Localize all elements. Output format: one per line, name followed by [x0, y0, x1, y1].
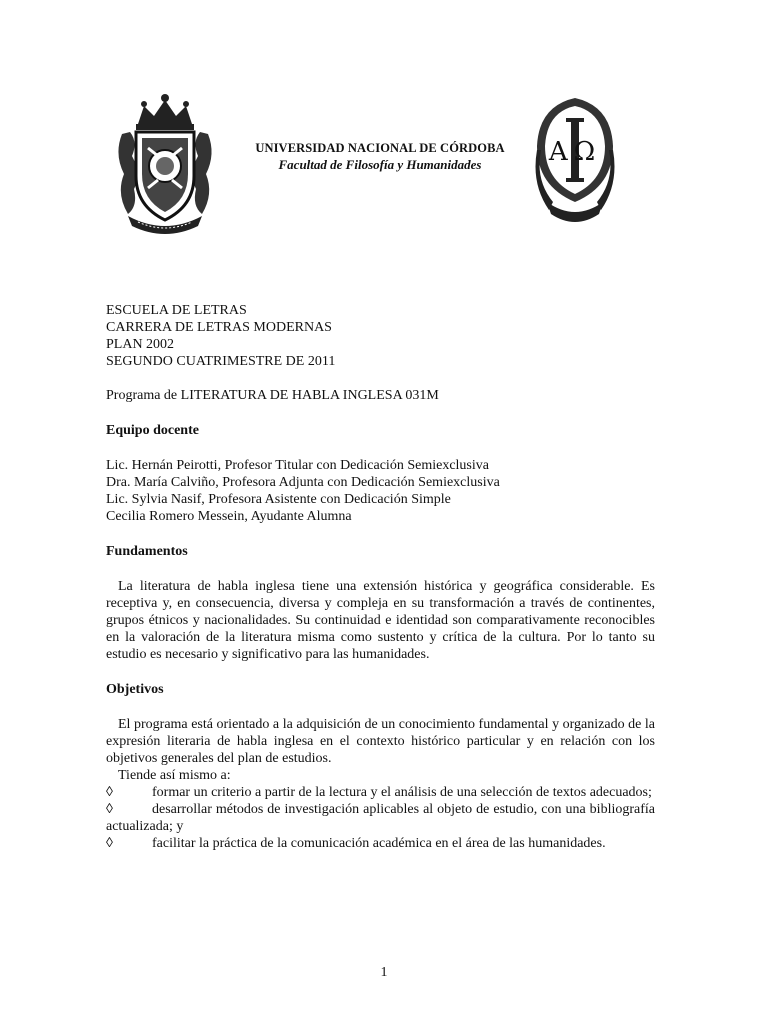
- school-line: ESCUELA DE LETRAS: [106, 303, 247, 318]
- fundamentos-heading: Fundamentos: [106, 544, 188, 559]
- objetivos-bullet: [106, 801, 655, 835]
- university-header: [230, 141, 530, 173]
- objetivos-lead: Tiende así mismo a:: [118, 768, 231, 783]
- objetivos-heading: Objetivos: [106, 682, 164, 697]
- faculty-seal-logo: [533, 90, 617, 232]
- document-body: [106, 302, 655, 852]
- university-crest-logo: [108, 84, 222, 234]
- bullet-text: desarrollar métodos de investigación aplicables al objeto de estudio, con una bibliografía actualizada; y: [106, 802, 655, 834]
- career-line: CARRERA DE LETRAS MODERNAS: [106, 320, 332, 335]
- page-number: 1: [380, 965, 388, 980]
- seal-letters: AΩ: [548, 137, 602, 167]
- faculty-name: Facultad de Filosofía y Humanidades: [278, 157, 482, 172]
- bullet-mark: ◊: [106, 836, 113, 851]
- bullet-mark: ◊: [106, 802, 113, 817]
- bullet-mark: ◊: [106, 785, 113, 800]
- term-line: SEGUNDO CUATRIMESTRE DE 2011: [106, 354, 336, 369]
- bullet-text: formar un criterio a partir de la lectura y el análisis de una selección de textos adecuados;: [152, 785, 652, 800]
- objetivos-bullet: [106, 835, 655, 852]
- program-title: Programa de LITERATURA DE HABLA INGLESA 031M: [106, 388, 439, 403]
- fundamentos-paragraph: La literatura de habla inglesa tiene una extensión histórica y geográfica considerable. Es receptiva y, en consecuencia, diversa y compleja en su transformación a través de continentes, grupos étnicos y nacionalidades. Su continuidad e identidad son comparativamente reconocibles en la valoración de la literatura misma como sustento y crítica de la cultura. Por lo tanto su estudio es necesario y significativo para las humanidades.: [106, 579, 655, 662]
- team-member: Lic. Sylvia Nasif, Profesora Asistente con Dedicación Simple: [106, 492, 451, 507]
- university-name: UNIVERSIDAD NACIONAL DE CÓRDOBA: [255, 141, 505, 155]
- bullet-text: facilitar la práctica de la comunicación académica en el área de las humanidades.: [152, 836, 606, 851]
- team-member: Lic. Hernán Peirotti, Profesor Titular con Dedicación Semiexclusiva: [106, 458, 489, 473]
- plan-line: PLAN 2002: [106, 337, 175, 352]
- objetivos-paragraph: El programa está orientado a la adquisición de un conocimiento fundamental y organizado de la expresión literaria de habla inglesa en el contexto histórico particular y en relación con los objetivos generales del plan de estudios.: [106, 717, 655, 766]
- team-member: Dra. María Calviño, Profesora Adjunta con Dedicación Semiexclusiva: [106, 475, 500, 490]
- team-heading: Equipo docente: [106, 423, 199, 438]
- objetivos-bullet: [106, 784, 655, 801]
- team-member: Cecilia Romero Messein, Ayudante Alumna: [106, 509, 352, 524]
